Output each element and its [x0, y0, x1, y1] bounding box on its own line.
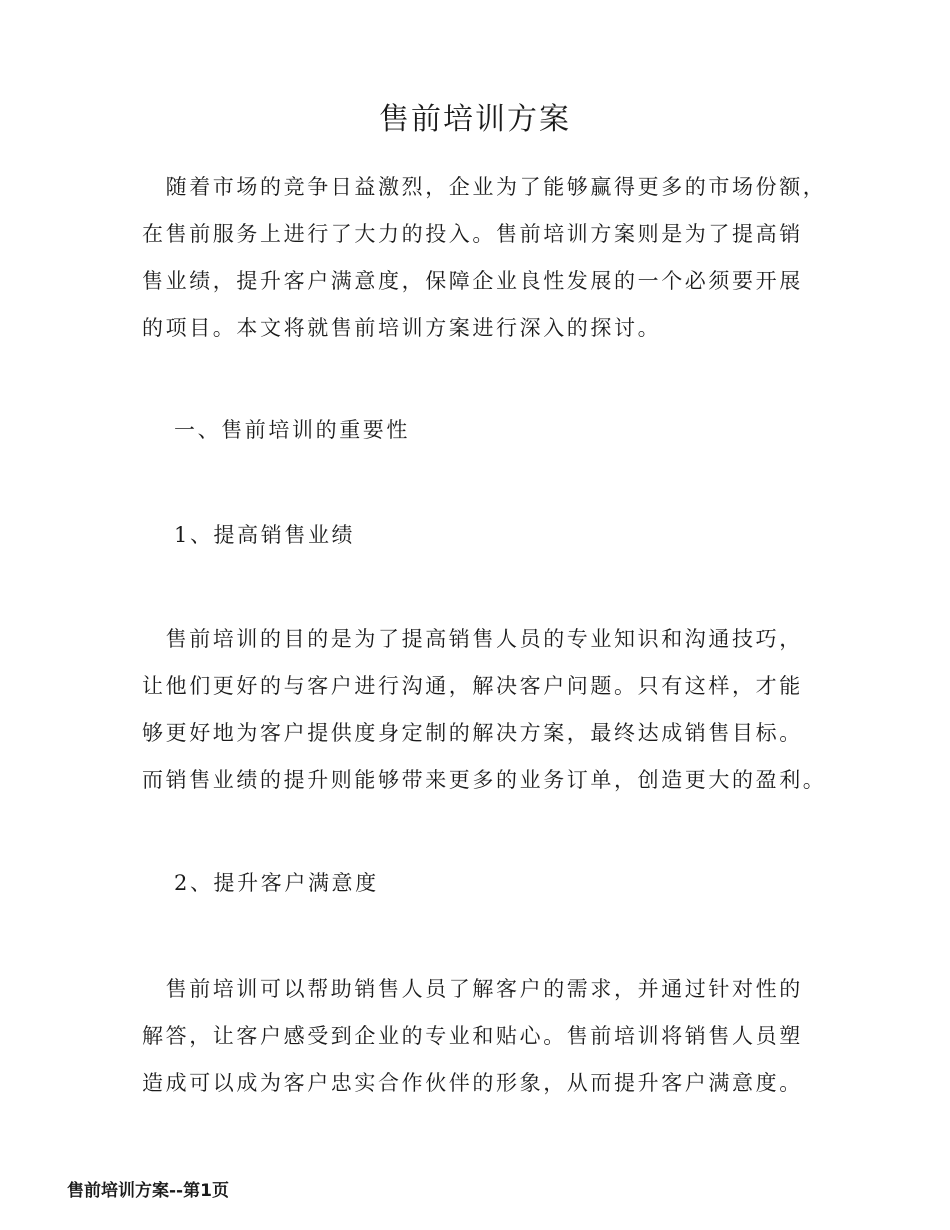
section-heading: 一、售前培训的重要性 — [174, 418, 410, 442]
page-title: 售前培训方案 — [379, 102, 571, 137]
paragraph-line: 售前培训的目的是为了提高销售人员的专业知识和沟通技巧， — [142, 627, 803, 651]
subsection-heading: 2、提升客户满意度 — [174, 871, 379, 895]
sales-performance-paragraph — [142, 616, 832, 804]
customer-satisfaction-paragraph — [142, 966, 832, 1107]
paragraph-line: 造成可以成为客户忠实合作伙伴的形象，从而提升客户满意度。 — [142, 1071, 803, 1095]
paragraph-line: 让他们更好的与客户进行沟通，解决客户问题。只有这样，才能 — [142, 674, 803, 698]
paragraph-line: 售业绩，提升客户满意度，保障企业良性发展的一个必须要开展 — [142, 269, 803, 293]
paragraph-line: 在售前服务上进行了大力的投入。售前培训方案则是为了提高销 — [142, 222, 803, 246]
subsection-heading: 1、提高销售业绩 — [174, 523, 356, 547]
paragraph-line: 售前培训可以帮助销售人员了解客户的需求，并通过针对性的 — [142, 977, 803, 1001]
intro-paragraph — [142, 164, 832, 352]
paragraph-line: 解答，让客户感受到企业的专业和贴心。售前培训将销售人员塑 — [142, 1024, 803, 1048]
paragraph-line: 随着市场的竞争日益激烈，企业为了能够赢得更多的市场份额， — [142, 175, 827, 199]
paragraph-line: 的项目。本文将就售前培训方案进行深入的探讨。 — [142, 316, 662, 340]
paragraph-line: 够更好地为客户提供度身定制的解决方案，最终达成销售目标。 — [142, 721, 803, 745]
page-footer: 售前培训方案--第1页 — [67, 1181, 229, 1201]
paragraph-line: 而销售业绩的提升则能够带来更多的业务订单，创造更大的盈利。 — [142, 768, 827, 792]
